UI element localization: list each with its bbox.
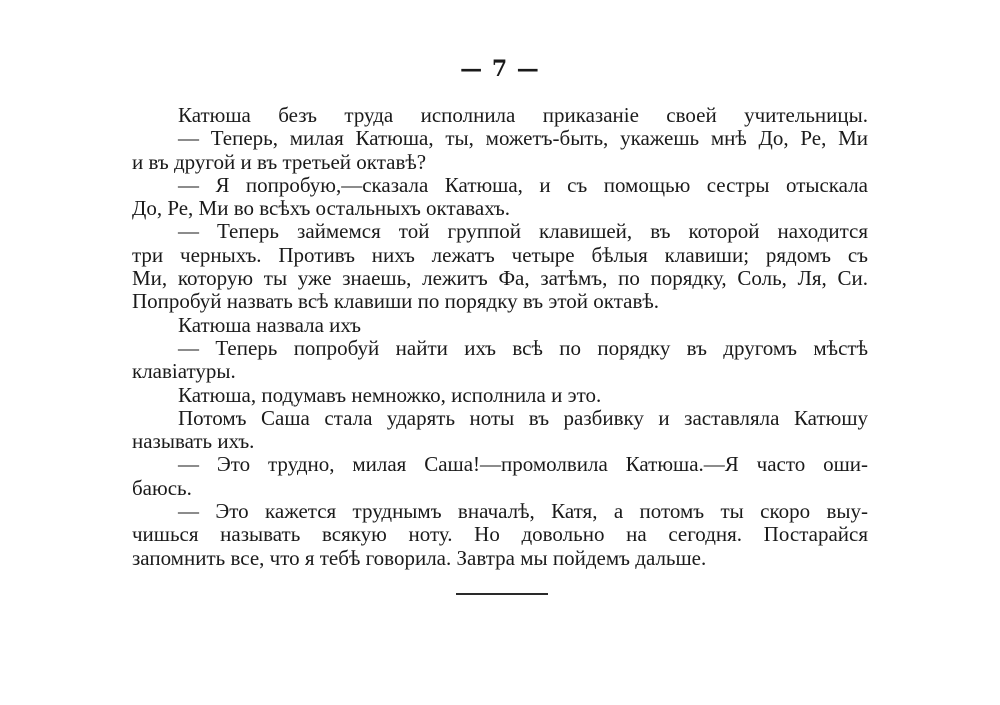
text-line: — Теперь займемся той группой клавишей, въ которой находится [178,219,868,244]
text-line: Катюша безъ труда исполнила приказаніе своей учительницы. [178,103,868,127]
text-line: — Я попробую,—сказала Катюша, и съ помощью сестры отыскала [178,172,868,197]
text-line: и въ другой и въ третьей октавѣ? [132,149,427,174]
text-line: До, Ре, Ми во всѣхъ остальныхъ октавахъ. [132,196,510,221]
text-line: Катюша назвала ихъ [178,312,361,337]
text-line: клавіатуры. [132,359,236,384]
page-number: — 7 — [460,56,540,82]
text-line: Потомъ Саша стала ударять ноты въ разбивку и заставляла Катюшу [178,405,868,430]
end-rule [456,593,548,595]
text-line: — Теперь, милая Катюша, ты, можетъ-быть, укажешь мнѣ До, Ре, Ми [178,126,868,151]
text-line: Попробуй назвать всѣ клавиши по порядку въ этой октавѣ. [132,289,660,314]
text-line: Катюша, подумавъ немножко, исполнила и это. [178,382,602,407]
text-line: — Теперь попробуй найти ихъ всѣ по порядку въ другомъ мѣстѣ [178,335,868,360]
text-line: — Это трудно, милая Саша!—промолвила Катюша.—Я часто оши- [178,452,868,477]
text-line: чишься называть всякую ноту. Но довольно на сегодня. Постарайся [132,522,868,547]
body-text [132,104,868,570]
text-line: запомнить все, что я тебѣ говорила. Завтра мы пойдемъ дальше. [132,545,707,570]
text-line: Ми, которую ты уже знаешь, лежитъ Фа, затѣмъ, по порядку, Соль, Ля, Си. [132,266,868,291]
text-line: три черныхъ. Противъ нихъ лежатъ четыре бѣлыя клавиши; рядомъ съ [132,242,868,267]
text-line: называть ихъ. [132,429,255,454]
text-line: баюсь. [132,475,192,500]
text-line: — Это кажется труднымъ вначалѣ, Катя, а потомъ ты скоро выу- [178,499,868,524]
